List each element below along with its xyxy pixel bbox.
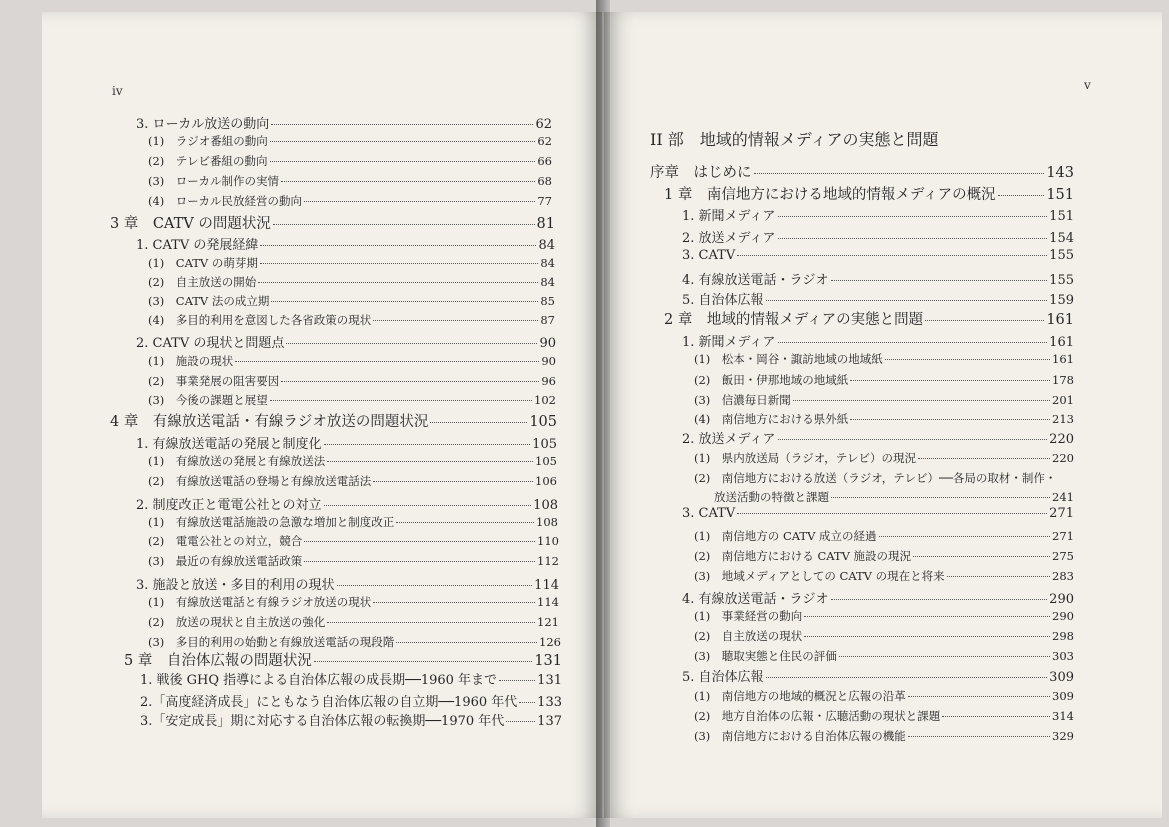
toc-entry-title: (3) 地域メディアとしての CATV の現在と将来 [694, 569, 945, 583]
toc-entry-page: 303 [1052, 649, 1074, 663]
toc-leader-dots [271, 124, 533, 125]
toc-entry [694, 351, 1074, 367]
toc-entry-page: 155 [1049, 273, 1074, 288]
toc-entry-title: 序章 はじめに [650, 165, 752, 181]
toc-entry-page: 114 [537, 595, 559, 609]
toc-entry [110, 212, 555, 233]
toc-entry-page: 271 [1049, 506, 1074, 521]
toc-entry [694, 728, 1074, 744]
toc-entry [148, 514, 558, 530]
toc-entry-title: 5. 自治体広報 [682, 670, 764, 685]
toc-entry-page: 241 [1052, 490, 1074, 504]
toc-entry [148, 614, 559, 630]
toc-leader-dots [260, 263, 538, 264]
toc-entry-page: 137 [537, 714, 562, 729]
toc-entry-page: 154 [1049, 231, 1074, 246]
toc-entry-page: 87 [540, 313, 555, 327]
toc-entry-page: 108 [533, 498, 558, 513]
toc-entry [124, 649, 562, 670]
toc-leader-dots [885, 359, 1050, 360]
toc-entry-page: 106 [535, 474, 557, 488]
toc-entry-title: 2.「高度経済成長」にともなう自治体広報の自立期──1960 年代 [140, 695, 518, 710]
toc-entry-page: 161 [1046, 312, 1074, 328]
toc-entry [650, 161, 1074, 182]
toc-entry-page: 105 [535, 454, 557, 468]
toc-entry [148, 353, 556, 369]
toc-entry-title: 3. ローカル放送の動向 [136, 117, 270, 132]
toc-entry-page: 84 [540, 275, 555, 289]
toc-entry-title: (3) 南信地方における自治体広報の機能 [694, 729, 906, 743]
toc-entry-title: (2) 地方自治体の広報・広聴活動の現状と課題 [694, 709, 941, 723]
toc-leader-dots [778, 342, 1048, 343]
toc-entry [148, 473, 557, 489]
toc-leader-dots [396, 522, 534, 523]
toc-entry [136, 433, 557, 452]
toc-entry [694, 568, 1074, 584]
toc-leader-dots [281, 181, 535, 182]
toc-entry-page: 271 [1052, 529, 1074, 543]
left-page [42, 12, 602, 818]
toc-leader-dots [879, 536, 1050, 537]
toc-leader-dots [235, 361, 539, 362]
toc-entry-title: 1. CATV の発展経緯 [136, 238, 259, 253]
toc-entry [148, 255, 555, 271]
toc-leader-dots [281, 381, 539, 382]
toc-entry-title: 1. 新聞メディア [682, 209, 776, 224]
toc-entry [682, 428, 1074, 447]
toc-entry [682, 506, 1074, 521]
toc-leader-dots [737, 513, 1047, 514]
toc-entry-title: (2) 自主放送の現状 [694, 629, 803, 643]
toc-entry-page: 290 [1052, 609, 1074, 623]
toc-entry-title: (3) 信濃毎日新聞 [694, 393, 791, 407]
toc-entry [682, 205, 1074, 224]
toc-leader-dots [373, 481, 533, 482]
toc-leader-dots [396, 642, 537, 643]
toc-leader-dots [506, 721, 535, 722]
toc-entry-title: 2. 放送メディア [682, 432, 776, 447]
toc-leader-dots [499, 680, 535, 681]
toc-entry [136, 332, 556, 351]
toc-entry-title: 1. 戦後 GHQ 指導による自治体広報の成長期──1960 年まで [140, 673, 498, 688]
toc-leader-dots [270, 400, 532, 401]
toc-leader-dots [908, 696, 1050, 697]
book-gutter [596, 0, 610, 827]
toc-entry [148, 392, 556, 408]
toc-entry-page: 68 [537, 174, 552, 188]
toc-entry-title: 1. 有線放送電話の発展と制度化 [136, 437, 322, 452]
toc-entry-page: 62 [537, 134, 552, 148]
toc-leader-dots [778, 216, 1048, 217]
toc-leader-dots [942, 716, 1050, 717]
page-number: v [1084, 78, 1091, 92]
toc-entry-page: 298 [1052, 629, 1074, 643]
toc-entry [148, 153, 552, 169]
toc-entry [694, 648, 1074, 664]
toc-leader-dots [831, 280, 1048, 281]
toc-leader-dots [737, 255, 1047, 256]
toc-entry-page: 102 [534, 393, 556, 407]
toc-entry [148, 274, 555, 290]
toc-entry [682, 227, 1074, 246]
toc-leader-dots [766, 300, 1048, 301]
toc-entry-title: 3. CATV [682, 506, 736, 521]
left-toc [42, 12, 602, 818]
toc-entry [148, 553, 559, 569]
toc-entry-page: 161 [1052, 352, 1074, 366]
toc-leader-dots [327, 622, 535, 623]
toc-entry-title: (2) テレビ番組の動向 [148, 154, 268, 168]
toc-entry [714, 489, 1074, 505]
toc-entry-page: 110 [537, 534, 559, 548]
toc-entry-page: 329 [1052, 729, 1074, 743]
toc-leader-dots [766, 677, 1048, 678]
toc-entry-page: 220 [1052, 451, 1074, 465]
toc-entry-page: 81 [536, 216, 555, 232]
toc-entry-title: (2) 有線放送電話の登場と有線放送電話法 [148, 474, 372, 488]
toc-entry-title: 3. CATV [682, 248, 736, 263]
toc-entry-page: 84 [540, 256, 555, 270]
toc-leader-dots [286, 343, 537, 344]
toc-entry-page: 62 [535, 117, 552, 132]
toc-entry [148, 634, 561, 650]
toc-entry-page: 309 [1052, 689, 1074, 703]
toc-entry [694, 608, 1074, 624]
toc-entry [694, 450, 1074, 466]
toc-entry [140, 710, 562, 729]
toc-leader-dots [260, 245, 536, 246]
toc-entry-page: 133 [537, 695, 562, 710]
toc-leader-dots [831, 599, 1048, 600]
toc-entry-title: (1) CATV の萌芽期 [148, 256, 258, 270]
toc-leader-dots [778, 439, 1048, 440]
toc-entry-title: 4 章 有線放送電話・有線ラジオ放送の問題状況 [110, 414, 429, 430]
toc-entry-title: 2. CATV の現状と問題点 [136, 336, 285, 351]
toc-entry-page: 85 [540, 294, 555, 308]
toc-entry-page: 275 [1052, 549, 1074, 563]
toc-entry [682, 289, 1074, 308]
toc-entry [664, 308, 1074, 329]
toc-leader-dots [270, 141, 536, 142]
toc-leader-dots [373, 602, 535, 603]
toc-entry-title: (1) 松本・岡谷・諏訪地域の地域紙 [694, 352, 883, 366]
page-number: iv [112, 84, 123, 98]
toc-entry-page: 131 [534, 653, 562, 669]
toc-entry-page: 151 [1049, 209, 1074, 224]
toc-entry [682, 248, 1074, 263]
toc-leader-dots [273, 224, 535, 225]
toc-entry-title: (2) 自主放送の開始 [148, 275, 257, 289]
toc-entry [682, 331, 1074, 350]
toc-entry-title: (4) 南信地方における県外紙 [694, 412, 849, 426]
toc-entry-page: 309 [1049, 670, 1074, 685]
toc-entry [694, 411, 1074, 427]
toc-leader-dots [314, 661, 532, 662]
toc-entry [148, 312, 555, 328]
toc-leader-dots [271, 301, 538, 302]
toc-entry [148, 173, 552, 189]
toc-leader-dots [925, 320, 1044, 321]
toc-entry-title: (1) 南信地方の地域的概況と広報の沿革 [694, 689, 906, 703]
toc-entry-page: 220 [1049, 432, 1074, 447]
toc-entry-title: (2) 南信地方における CATV 施設の現況 [694, 549, 912, 563]
toc-entry-title: 3. 施設と放送・多目的利用の現状 [136, 578, 335, 593]
toc-entry [136, 574, 559, 593]
toc-entry-title: (1) 南信地方の CATV 成立の経過 [694, 529, 877, 543]
toc-entry-title: 3 章 CATV の問題状況 [110, 216, 271, 232]
toc-entry [136, 494, 558, 513]
toc-entry-page: 159 [1049, 293, 1074, 308]
toc-leader-dots [304, 561, 535, 562]
toc-entry-title: (1) 施設の現状 [148, 354, 234, 368]
toc-entry [694, 708, 1074, 724]
toc-entry-title: (1) ラジオ番組の動向 [148, 134, 268, 148]
toc-entry [110, 410, 557, 431]
toc-leader-dots [831, 497, 1050, 498]
toc-entry-page: 77 [537, 194, 552, 208]
toc-entry-title: 5. 自治体広報 [682, 293, 764, 308]
toc-entry [140, 669, 562, 688]
toc-entry-page: 121 [537, 615, 559, 629]
toc-leader-dots [519, 702, 535, 703]
toc-entry-page: 161 [1049, 335, 1074, 350]
toc-entry [148, 453, 557, 469]
right-page [604, 12, 1162, 818]
toc-entry [148, 293, 555, 309]
toc-entry [694, 528, 1074, 544]
toc-leader-dots [947, 576, 1050, 577]
right-toc [604, 12, 1162, 818]
toc-entry-page: 84 [538, 238, 555, 253]
toc-entry-title: (2) 南信地方における放送（ラジオ，テレビ）──各局の取材・制作・ [694, 471, 1057, 485]
toc-entry [136, 113, 552, 132]
toc-entry-title: 2 章 地域的情報メディアの実態と問題 [664, 312, 924, 328]
toc-entry-page: 96 [541, 374, 556, 388]
toc-entry [694, 392, 1074, 408]
toc-entry-title: (3) 最近の有線放送電話政策 [148, 554, 303, 568]
toc-leader-dots [778, 238, 1048, 239]
toc-entry-page: 290 [1049, 592, 1074, 607]
toc-entry-title: (1) 有線放送の発展と有線放送法 [148, 454, 326, 468]
toc-entry-page: 90 [539, 336, 556, 351]
toc-entry [694, 628, 1074, 644]
toc-entry-title: (3) 今後の課題と展望 [148, 393, 268, 407]
toc-entry [148, 133, 552, 149]
toc-entry-title: (1) 事業経営の動向 [694, 609, 803, 623]
toc-leader-dots [804, 636, 1050, 637]
toc-leader-dots [754, 173, 1045, 174]
toc-leader-dots [998, 195, 1045, 196]
toc-entry [694, 688, 1074, 704]
toc-entry-title: (3) 聴取実態と住民の評価 [694, 649, 837, 663]
toc-entry-page: 105 [532, 437, 557, 452]
toc-entry-page: 213 [1052, 412, 1074, 426]
toc-leader-dots [324, 505, 532, 506]
toc-leader-dots [430, 422, 527, 423]
toc-entry-title: (2) 電電公社との対立，競合 [148, 534, 303, 548]
toc-entry-title: (2) 飯田・伊那地域の地域紙 [694, 373, 849, 387]
toc-entry-page: 151 [1046, 187, 1074, 203]
toc-entry [694, 372, 1074, 388]
toc-entry-title: (4) ローカル民放経営の動向 [148, 194, 303, 208]
toc-entry [664, 183, 1074, 204]
toc-leader-dots [327, 461, 533, 462]
toc-entry-title: 4. 有線放送電話・ラジオ [682, 273, 829, 288]
toc-entry [682, 588, 1074, 607]
toc-leader-dots [304, 201, 535, 202]
toc-entry [148, 373, 556, 389]
toc-entry-page: 126 [539, 635, 561, 649]
toc-entry-title: (2) 事業発展の阻害要因 [148, 374, 280, 388]
toc-leader-dots [373, 320, 538, 321]
toc-leader-dots [324, 444, 531, 445]
toc-entry [694, 548, 1074, 564]
toc-entry-title: 2. 制度改正と電電公社との対立 [136, 498, 322, 513]
toc-entry-title: 1. 新聞メディア [682, 335, 776, 350]
toc-entry [148, 594, 559, 610]
toc-entry-title: 1 章 南信地方における地域的情報メディアの概況 [664, 187, 996, 203]
toc-leader-dots [850, 419, 1050, 420]
toc-entry-title: (1) 有線放送電話施設の急激な増加と制度改正 [148, 515, 395, 529]
toc-leader-dots [908, 736, 1050, 737]
toc-entry-title: 放送活動の特徴と課題 [714, 490, 829, 504]
toc-leader-dots [850, 380, 1050, 381]
toc-entry-page: 108 [536, 515, 558, 529]
toc-entry-page: 131 [537, 673, 562, 688]
toc-entry-page: 201 [1052, 393, 1074, 407]
toc-leader-dots [839, 656, 1050, 657]
toc-entry-page: 112 [537, 554, 559, 568]
toc-entry-title: 4. 有線放送電話・ラジオ [682, 592, 829, 607]
toc-entry [694, 470, 1074, 486]
toc-entry [148, 193, 552, 209]
toc-entry-page: 114 [534, 578, 559, 593]
toc-entry-page: 66 [537, 154, 552, 168]
toc-entry [682, 666, 1074, 685]
toc-entry-title: (3) ローカル制作の実情 [148, 174, 280, 188]
toc-leader-dots [337, 585, 533, 586]
toc-entry-title: (3) CATV 法の成立期 [148, 294, 270, 308]
toc-entry [136, 234, 555, 253]
toc-entry [682, 269, 1074, 288]
toc-entry-page: 105 [529, 414, 557, 430]
toc-leader-dots [913, 556, 1050, 557]
toc-entry-title: (1) 県内放送局（ラジオ，テレビ）の現況 [694, 451, 917, 465]
toc-entry-page: 90 [541, 354, 556, 368]
toc-entry-title: 2. 放送メディア [682, 231, 776, 246]
toc-leader-dots [918, 458, 1050, 459]
toc-entry [140, 691, 562, 710]
toc-entry [148, 533, 559, 549]
toc-entry-title: 5 章 自治体広報の問題状況 [124, 653, 312, 669]
toc-entry-title: (3) 多目的利用の始動と有線放送電話の現段階 [148, 635, 395, 649]
part-title-text: II 部 地域的情報メディアの実態と問題 [650, 130, 939, 149]
toc-leader-dots [804, 616, 1050, 617]
toc-entry-page: 143 [1046, 165, 1074, 181]
toc-leader-dots [258, 282, 538, 283]
toc-entry-page: 314 [1052, 709, 1074, 723]
toc-leader-dots [304, 541, 535, 542]
toc-entry-title: (2) 放送の現状と自主放送の強化 [148, 615, 326, 629]
toc-entry-page: 283 [1052, 569, 1074, 583]
toc-entry-title: 3.「安定成長」期に対応する自治体広報の転換期──1970 年代 [140, 714, 505, 729]
toc-leader-dots [793, 400, 1050, 401]
toc-entry-title: (4) 多目的利用を意図した各省政策の現状 [148, 313, 372, 327]
toc-leader-dots [270, 161, 536, 162]
toc-entry-page: 178 [1052, 373, 1074, 387]
toc-entry-page: 155 [1049, 248, 1074, 263]
toc-entry-title: (1) 有線放送電話と有線ラジオ放送の現状 [148, 595, 372, 609]
